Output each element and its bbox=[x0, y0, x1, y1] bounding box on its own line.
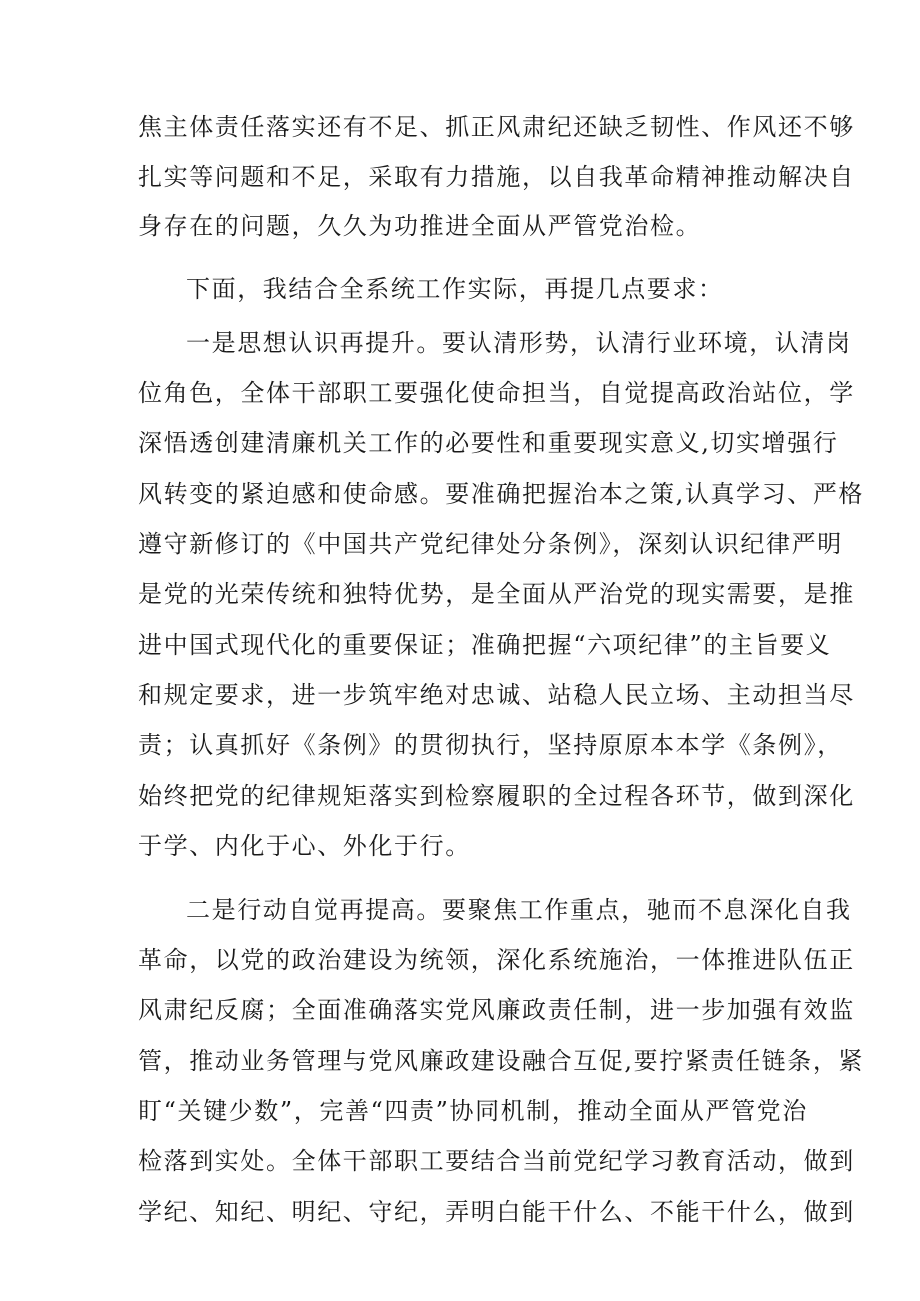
text-line: 二是行动自觉再提高。要聚焦工作重点，驰而不息深化自我 bbox=[186, 896, 852, 924]
text-line: 管，推动业务管理与党风廉政建设融合互促,要拧紧责任链条，紧 bbox=[138, 1047, 865, 1075]
text-line: 始终把党的纪律规矩落实到检察履职的全过程各环节，做到深化 bbox=[138, 782, 855, 810]
text-line: 盯“关键少数”，完善“四责”协同机制，推动全面从严管党治 bbox=[138, 1097, 808, 1125]
text-line: 深悟透创建清廉机关工作的必要性和重要现实意义,切实增强行 bbox=[138, 429, 839, 457]
text-line: 进中国式现代化的重要保证；准确把握“六项纪律”的主旨要义 bbox=[138, 631, 832, 659]
text-line: 责；认真抓好《条例》的贯彻执行，坚持原原本本学《条例》， bbox=[138, 731, 843, 759]
text-line: 身存在的问题，久久为功推进全面从严管党治检。 bbox=[138, 212, 702, 240]
text-line: 一是思想认识再提升。要认清形势，认清行业环境，认清岗 bbox=[186, 329, 852, 357]
text-line: 风肃纪反腐；全面准确落实党风廉政责任制，进一步加强有效监 bbox=[138, 996, 855, 1024]
text-line: 焦主体责任落实还有不足、抓正风肃纪还缺乏韧性、作风还不够 bbox=[138, 113, 855, 141]
text-line: 检落到实处。全体干部职工要结合当前党纪学习教育活动，做到 bbox=[138, 1147, 855, 1175]
text-line: 于学、内化于心、外化于行。 bbox=[138, 832, 471, 860]
text-line: 下面，我结合全系统工作实际，再提几点要求： bbox=[186, 275, 724, 303]
text-line: 革命，以党的政治建设为统领，深化系统施治，一体推进队伍正 bbox=[138, 946, 855, 974]
text-line: 扎实等问题和不足，采取有力措施，以自我革命精神推动解决自 bbox=[138, 163, 855, 191]
text-line: 遵守新修订的《中国共产党纪律处分条例》，深刻认识纪律严明 bbox=[138, 530, 843, 558]
text-line: 风转变的紧迫感和使命感。要准确把握治本之策,认真学习、严格 bbox=[138, 480, 865, 508]
text-line: 是党的光荣传统和独特优势，是全面从严治党的现实需要，是推 bbox=[138, 580, 855, 608]
text-line: 位角色，全体干部职工要强化使命担当，自觉提高政治站位，学 bbox=[138, 379, 855, 407]
text-line: 学纪、知纪、明纪、守纪，弄明白能干什么、不能干什么，做到 bbox=[138, 1198, 855, 1226]
text-line: 和规定要求，进一步筑牢绝对忠诚、站稳人民立场、主动担当尽 bbox=[138, 681, 855, 709]
